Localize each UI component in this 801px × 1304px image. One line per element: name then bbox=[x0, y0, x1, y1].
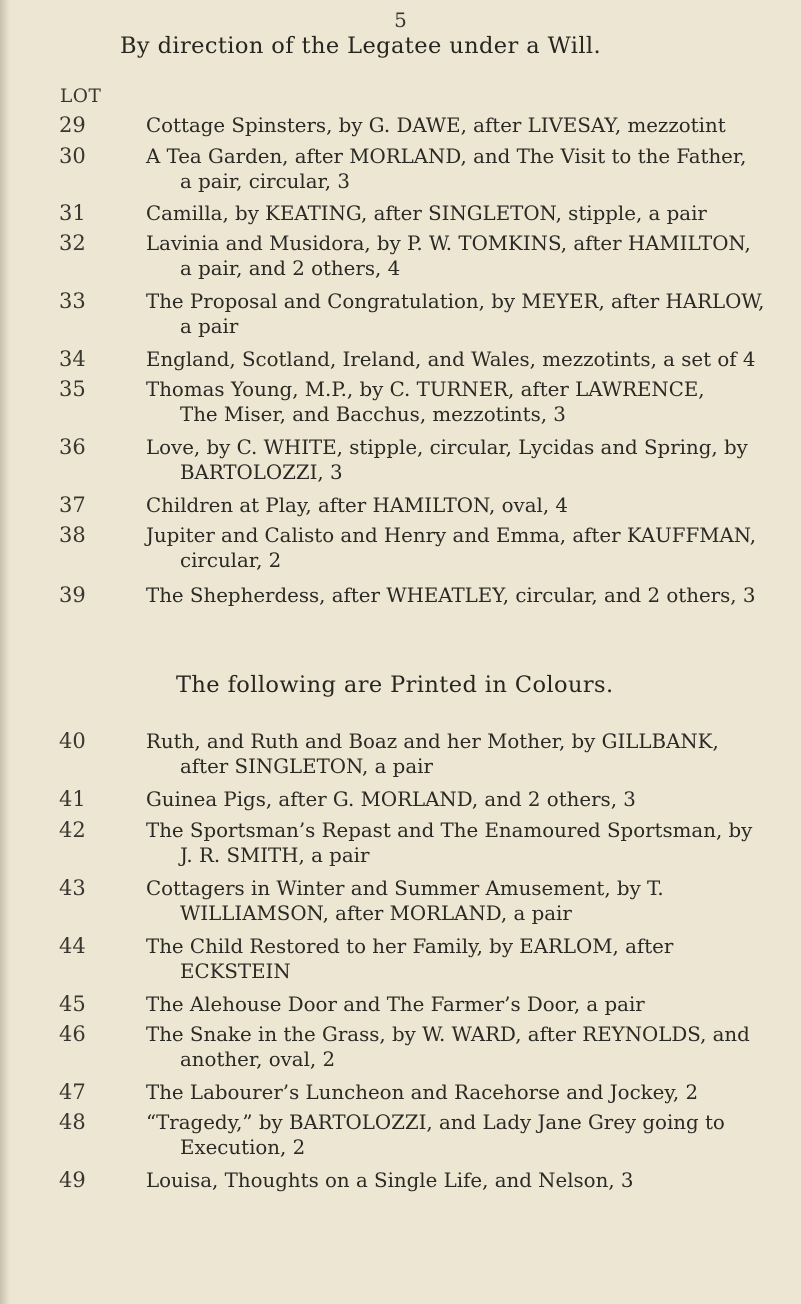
lot-line: Louisa, Thoughts on a Single Life, and Nelson, 3 bbox=[146, 1169, 634, 1192]
lot-description bbox=[146, 523, 786, 573]
lot-number: 44 bbox=[59, 934, 86, 958]
lot-entry bbox=[0, 1022, 801, 1082]
section-heading-colours: The following are Printed in Colours. bbox=[176, 672, 614, 698]
lot-description bbox=[146, 113, 786, 138]
lot-description bbox=[146, 377, 786, 427]
lot-line-continued: WILLIAMSON, after MORLAND, a pair bbox=[180, 902, 572, 925]
lot-number: 31 bbox=[59, 201, 86, 225]
lot-line: Guinea Pigs, after G. MORLAND, and 2 others, 3 bbox=[146, 788, 636, 811]
lot-entry bbox=[0, 231, 801, 291]
lot-description bbox=[146, 934, 786, 984]
lot-number: 47 bbox=[59, 1080, 86, 1104]
lot-line: The Sportsman’s Repast and The Enamoured Sportsman, by bbox=[146, 819, 753, 842]
lot-line: England, Scotland, Ireland, and Wales, mezzotints, a set of 4 bbox=[146, 348, 756, 371]
lot-description bbox=[146, 435, 786, 485]
lot-description bbox=[146, 1080, 786, 1105]
lot-number: 43 bbox=[59, 876, 86, 900]
lot-entry bbox=[0, 435, 801, 495]
lot-line: “Tragedy,” by BARTOLOZZI, and Lady Jane Grey going to bbox=[146, 1111, 725, 1134]
lot-entry bbox=[0, 583, 801, 643]
lot-line: Lavinia and Musidora, by P. W. TOMKINS, after HAMILTON, bbox=[146, 232, 751, 255]
lot-description bbox=[146, 1168, 786, 1193]
lot-number: 36 bbox=[59, 435, 86, 459]
lot-number: 29 bbox=[59, 113, 86, 137]
lot-line-continued: circular, 2 bbox=[180, 549, 282, 572]
lot-number: 38 bbox=[59, 523, 86, 547]
lot-line-continued: a pair, and 2 others, 4 bbox=[180, 257, 401, 280]
lot-entry bbox=[0, 729, 801, 789]
lot-number: 48 bbox=[59, 1110, 86, 1134]
lot-description bbox=[146, 787, 786, 812]
lot-description bbox=[146, 144, 786, 194]
lot-line: A Tea Garden, after MORLAND, and The Visit to the Father, bbox=[146, 145, 747, 168]
lot-line: The Snake in the Grass, by W. WARD, after REYNOLDS, and bbox=[146, 1023, 750, 1046]
lot-description bbox=[146, 729, 786, 779]
lot-line: Cottage Spinsters, by G. DAWE, after LIVESAY, mezzotint bbox=[146, 114, 726, 137]
lot-line: Ruth, and Ruth and Boaz and her Mother, by GILLBANK, bbox=[146, 730, 719, 753]
lot-entry bbox=[0, 377, 801, 437]
lot-line-continued: a pair bbox=[180, 315, 239, 338]
lot-line-continued: Execution, 2 bbox=[180, 1136, 306, 1159]
lot-description bbox=[146, 1110, 786, 1160]
lot-line: Love, by C. WHITE, stipple, circular, Lycidas and Spring, by bbox=[146, 436, 748, 459]
lot-description bbox=[146, 289, 786, 339]
lot-entry bbox=[0, 1110, 801, 1170]
lot-number: 45 bbox=[59, 992, 86, 1016]
section-heading-legatee: By direction of the Legatee under a Will. bbox=[120, 33, 602, 59]
lot-column-header: LOT bbox=[60, 86, 102, 107]
lot-line: The Labourer’s Luncheon and Racehorse and Jockey, 2 bbox=[146, 1081, 699, 1104]
lot-number: 42 bbox=[59, 818, 86, 842]
lot-line: The Alehouse Door and The Farmer’s Door, a pair bbox=[146, 993, 645, 1016]
lot-number: 33 bbox=[59, 289, 86, 313]
page-number: 5 bbox=[394, 8, 407, 32]
lot-number: 37 bbox=[59, 493, 86, 517]
lot-description bbox=[146, 583, 786, 608]
lot-entry bbox=[0, 289, 801, 349]
lot-number: 34 bbox=[59, 347, 86, 371]
lot-line-continued: another, oval, 2 bbox=[180, 1048, 336, 1071]
lot-entry bbox=[0, 144, 801, 204]
lot-entry bbox=[0, 1168, 801, 1228]
lot-line: Camilla, by KEATING, after SINGLETON, stipple, a pair bbox=[146, 202, 707, 225]
lot-entry bbox=[0, 818, 801, 878]
lot-line: Thomas Young, M.P., by C. TURNER, after LAWRENCE, bbox=[146, 378, 705, 401]
lot-line: The Shepherdess, after WHEATLEY, circular, and 2 others, 3 bbox=[146, 584, 756, 607]
lot-line: Jupiter and Calisto and Henry and Emma, after KAUFFMAN, bbox=[146, 524, 757, 547]
lot-number: 40 bbox=[59, 729, 86, 753]
lot-number: 30 bbox=[59, 144, 86, 168]
lot-number: 41 bbox=[59, 787, 86, 811]
lot-description bbox=[146, 201, 786, 226]
lot-description bbox=[146, 347, 786, 372]
lot-description bbox=[146, 493, 786, 518]
lot-number: 49 bbox=[59, 1168, 86, 1192]
lot-description bbox=[146, 876, 786, 926]
lot-line-continued: J. R. SMITH, a pair bbox=[180, 844, 370, 867]
lot-number: 35 bbox=[59, 377, 86, 401]
lot-entry bbox=[0, 934, 801, 994]
lot-line: Children at Play, after HAMILTON, oval, 4 bbox=[146, 494, 569, 517]
lot-entry bbox=[0, 523, 801, 583]
lot-line: The Child Restored to her Family, by EARLOM, after bbox=[146, 935, 674, 958]
lot-line-continued: The Miser, and Bacchus, mezzotints, 3 bbox=[180, 403, 566, 426]
lot-line-continued: ECKSTEIN bbox=[180, 960, 291, 983]
lot-line-continued: after SINGLETON, a pair bbox=[180, 755, 433, 778]
lot-description bbox=[146, 231, 786, 281]
lot-description bbox=[146, 1022, 786, 1072]
lot-description bbox=[146, 992, 786, 1017]
lot-description bbox=[146, 818, 786, 868]
lot-number: 32 bbox=[59, 231, 86, 255]
lot-line-continued: a pair, circular, 3 bbox=[180, 170, 350, 193]
lot-entry bbox=[0, 876, 801, 936]
lot-line: The Proposal and Congratulation, by MEYER, after HARLOW, bbox=[146, 290, 765, 313]
lot-line-continued: BARTOLOZZI, 3 bbox=[180, 461, 343, 484]
lot-number: 46 bbox=[59, 1022, 86, 1046]
lot-line: Cottagers in Winter and Summer Amusement, by T. bbox=[146, 877, 664, 900]
lot-number: 39 bbox=[59, 583, 86, 607]
